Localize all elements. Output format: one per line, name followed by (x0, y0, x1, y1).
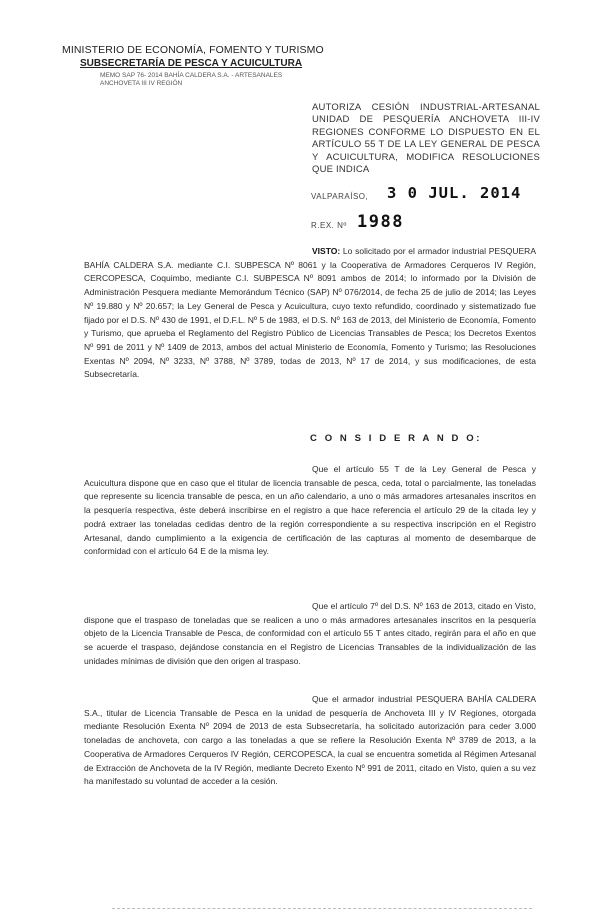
visto-paragraph (84, 245, 536, 382)
considerando-paragraph-1 (84, 463, 536, 559)
date-stamp: 3 0 JUL. 2014 (387, 184, 522, 202)
reference-block (100, 72, 282, 88)
resolution-number: 1988 (357, 212, 404, 232)
considerando-heading: C O N S I D E R A N D O: (310, 433, 483, 444)
reference-line-2: ANCHOVETA III IV REGIÓN (100, 80, 183, 87)
resolution-label: R.EX. Nº (311, 221, 347, 230)
considerando-paragraph-2 (84, 600, 536, 669)
subsecretaria-name: SUBSECRETARÍA DE PESCA Y ACUICULTURA (80, 58, 303, 69)
reference-line-1: MEMO SAP 76- 2014 BAHÍA CALDERA S.A. - ARTESANALES (100, 72, 283, 79)
footer-divider (112, 908, 532, 909)
considerando-text-3: Que el armador industrial PESQUERA BAHÍA CALDERA S.A., titular de Licencia Transable de Pesca en la unidad de pesquería de Anchoveta III y IV Regiones, otorgada mediante Resolución Exenta Nº 2094 de 2013 de esta Subsecretaría, ha solicitado autorización para ceder 3.000 toneladas de anchoveta, con cargo a las toneladas a que se refiere la Resolución Exenta Nº 3789 de 2013, a la Cooperativa de Armadores Cerqueros IV Región, CERCOPESCA, la cual se encuentra sometida al Régimen Artesanal de Extracción de Anchoveta de la IV Región, mediante Decreto Exento Nº 991 de 2011, citado en Visto, quien a su vez ha manifestado su voluntad de acceder a la cesión. (84, 694, 536, 787)
ministry-name: MINISTERIO DE ECONOMÍA, FOMENTO Y TURISMO (62, 44, 324, 56)
document-title: AUTORIZA CESIÓN INDUSTRIAL-ARTESANAL UNIDAD DE PESQUERÍA ANCHOVETA III-IV REGIONES CONFORME LO DISPUESTO EN EL ARTÍCULO 55 T DE LA LEY GENERAL DE PESCA Y ACUICULTURA, MODIFICA RESOLUCIONES QUE INDICA (312, 102, 540, 176)
considerando-text-1: Que el artículo 55 T de la Ley General de Pesca y Acuicultura dispone que en caso que el titular de licencia transable de pesca, ceda, total o parcialmente, las toneladas que represente su licencia transable de pesca, en un año calendario, a uno o más armadores artesanales inscritos en la pesquería respectiva, éste deberá inscribirse en el registro a que hace referencia el artículo 29 de la citada ley y podrá extraer las toneladas cedidas dentro de la región correspondiente a su respectiva inscripción en el Registro Artesanal, dando cumplimiento a la exigencia de certificación de las capturas al momento de desembarque de conformidad con el artículo 64 E de la misma ley. (84, 464, 536, 557)
visto-label: VISTO: (312, 246, 341, 256)
visto-text: Lo solicitado por el armador industrial PESQUERA BAHÍA CALDERA S.A. mediante C.I. SUBPESCA Nº 8061 y la Cooperativa de Armadores Cerqueros IV Región, CERCOPESCA, Coquimbo, mediante C.I. SUBPESCA Nº 8091 ambos de 2014; lo informado por la División de Administración Pesquera mediante Memorándum Técnico (SAP) Nº 076/2014, de fecha 25 de julio de 2014; las Leyes Nº 19.880 y Nº 20.657; la Ley General de Pesca y Acuicultura, cuyo texto refundido, coordinado y sistematizado fue fijado por el D.S. Nº 430 de 1991, el D.F.L. Nº 5 de 1983, el D.S. Nº 163 de 2013, del Ministerio de Economía, Fomento y Turismo, que aprueba el Reglamento del Registro Público de Licencias Transables de Pesca; los Decretos Exentos Nº 991 de 2011 y Nº 1409 de 2013, ambos del actual Ministerio de Economía, Fomento y Turismo; las Resoluciones Exentas Nº 2094, Nº 3233, Nº 3788, Nº 3789, todas de 2013, Nº 17 de 2014, y sus modificaciones, de esta Subsecretaría. (84, 246, 536, 380)
considerando-paragraph-3 (84, 693, 536, 789)
place-label: VALPARAÍSO, (311, 192, 369, 201)
considerando-text-2: Que el artículo 7º del D.S. Nº 163 de 2013, citado en Visto, dispone que el traspaso de toneladas que se realicen a uno o más armadores artesanales inscritos en la pesquería objeto de la Licencia Transable de Pesca, de conformidad con el artículo 55 T antes citado, regirán para el año en que se acuerde el traspaso, dejándose constancia en el Registro de Licencias Transables de la individualización de las unidades mínimas de división que den origen al traspaso. (84, 601, 536, 666)
